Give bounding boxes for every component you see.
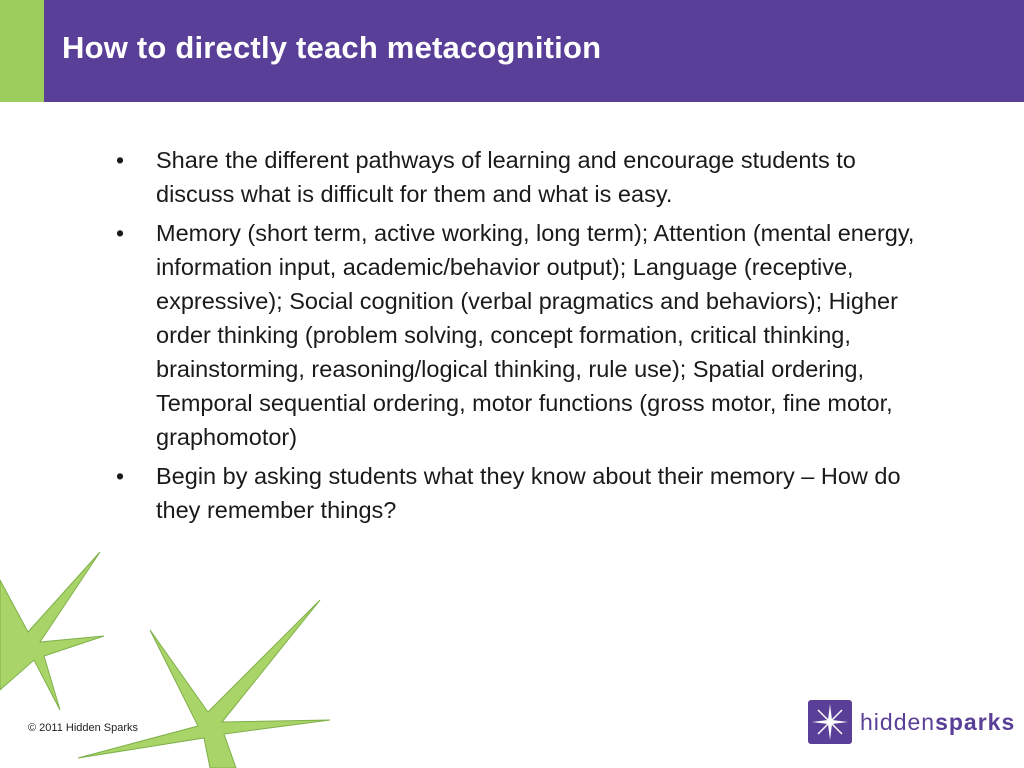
- logo-word-sparks: sparks: [935, 708, 1016, 735]
- logo-wordmark: [860, 709, 1015, 736]
- bullet-text: Memory (short term, active working, long term); Attention (mental energy, information input, academic/behavior output); Language (receptive, expressive); Social cognition (verbal pragmatics and behaviors); Higher order thinking (problem solving, concept formation, critical thinking, brainstorming, reasoning/logical thinking, rule use); Spatial ordering, Temporal sequential ordering, motor functions (gross motor, fine motor, graphomotor): [156, 220, 915, 450]
- bullet-list: [116, 143, 916, 532]
- star-shape-center: [78, 600, 330, 768]
- star-shape-left: [0, 552, 104, 710]
- bullet-item: [116, 459, 916, 527]
- hidden-sparks-logo: [808, 700, 1015, 744]
- slide-title: How to directly teach metacognition: [62, 30, 602, 65]
- bullet-marker: •: [116, 220, 125, 246]
- bullet-marker: •: [116, 147, 125, 173]
- bullet-text: Share the different pathways of learning and encourage students to discuss what is difficult for them and what is easy.: [156, 147, 856, 207]
- bullet-marker: •: [116, 463, 125, 489]
- header-bar: [0, 0, 1024, 102]
- logo-word-hidden: hidden: [860, 708, 936, 735]
- header-accent-strip: [0, 0, 44, 102]
- copyright-text: © 2011 Hidden Sparks: [28, 722, 139, 734]
- bullet-item: [116, 143, 916, 211]
- sparks-logo-icon: [808, 700, 852, 744]
- bullet-item: [116, 216, 916, 454]
- bullet-text: Begin by asking students what they know about their memory – How do they remember things?: [156, 463, 901, 523]
